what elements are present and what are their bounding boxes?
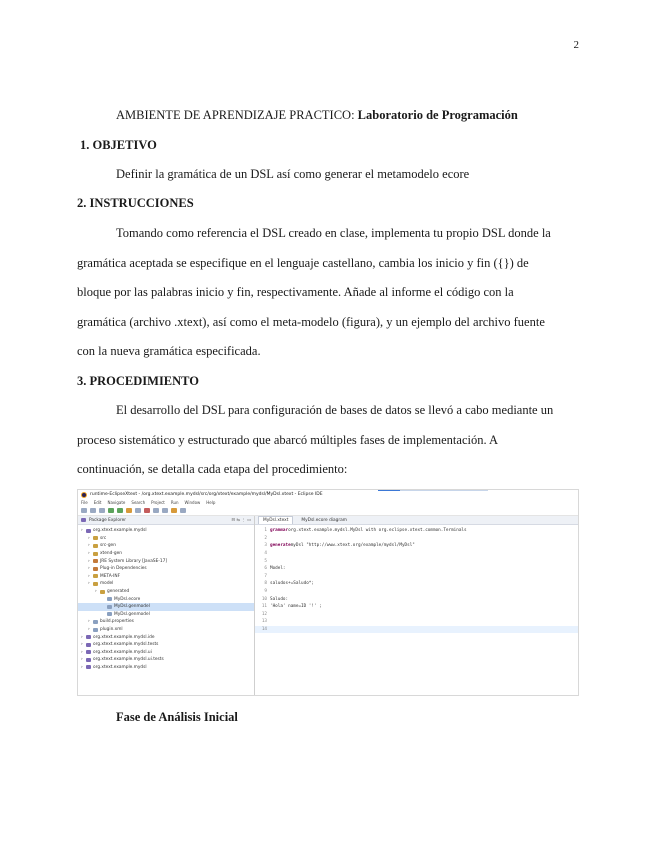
line-number: 10 [261,596,267,602]
editor-tab: MyDsl.xtext [258,516,293,524]
tree-item-label: MyDsl.ecore [114,596,141,602]
tree-item-label: generated [107,589,130,595]
chevron-right-icon: › [81,649,83,655]
line-number: 1 [264,528,267,534]
file-icon [107,612,112,616]
project-icon [86,643,91,647]
file-icon [93,628,98,632]
screenshot-menu-bar [78,499,578,506]
code-line [255,527,578,535]
line-number: 3 [264,543,267,549]
line-number: 12 [261,611,267,617]
file-icon [107,597,112,601]
tree-item-label: JRE System Library [JavaSE-17] [100,558,168,564]
line-number: 2 [264,535,267,541]
tree-item [78,618,254,626]
section2-line-4: gramática (archivo .xtext), así como el meta-modelo (figura), y un ejemplo del archivo fuente [77,315,545,329]
code-editor [255,516,578,695]
debug-icon [117,508,123,513]
code-line [255,550,578,558]
code-line [255,535,578,543]
figure-caption: Fase de Análisis Inicial [116,710,238,724]
line-number: 7 [264,573,267,579]
code-text: Model: [270,566,286,572]
package-explorer [78,516,255,695]
save-icon [90,508,96,513]
tree-item [78,535,254,543]
chevron-right-icon: › [81,528,83,534]
section3-line-3: continuación, se detalla cada etapa del procedimiento: [77,462,348,476]
tree-item-label: META-INF [100,573,121,579]
tree-item-label: org.xtext.example.mydsl.ide [93,634,155,640]
code-line [255,573,578,581]
folder-icon [93,544,98,548]
menu-item: Project [151,500,165,505]
tree-item-label: org.xtext.example.mydsl.ui.tests [93,657,164,663]
section2-line-2: gramática aceptada se especifique en el lenguaje castellano, cambia los inicio y fin ({}) de [77,256,529,270]
tree-item-label: MyDsl.genmodel [114,611,150,617]
chevron-right-icon: › [88,581,90,587]
project-icon [86,665,91,669]
section3-heading: 3. PROCEDIMIENTO [77,374,200,388]
line-number: 11 [261,604,267,610]
screenshot-title-bar [78,490,578,499]
code-keyword: grammar [270,528,289,534]
project-icon [86,658,91,662]
code-line [255,603,578,611]
page-number: 2 [573,39,579,51]
tree-item-label: org.xtext.example.mydsl.ui [93,649,152,655]
menu-item: Run [170,500,179,505]
section2-line-1: Tomando como referencia el DSL creado en clase, implementa tu propio DSL donde la [116,226,551,240]
chevron-right-icon: › [81,634,83,640]
perspective-icon [180,508,186,513]
folder-icon [93,574,98,578]
header-line [116,108,518,123]
screenshot-title: runtime-EclipseXtext - /org.xtext.example.mydsl/src/org/xtext/example/mydsl/MyDsl.xtext - Eclipse IDE [90,492,323,497]
editor-tabs [255,516,578,525]
code-text: Saludo: [270,596,289,602]
package-explorer-title: Package Explorer [89,517,127,523]
menu-item: Window [184,500,201,505]
line-number: 14 [261,627,267,633]
chevron-right-icon: › [88,573,90,579]
tree-item-label: org.xtext.example.mydsl.tests [93,642,159,648]
progress-indicator [378,490,488,491]
back-icon [153,508,159,513]
chevron-right-icon: › [88,627,90,633]
code-text: saludos+=Saludo*; [270,581,314,587]
explorer-toolbar-icons: ⊟ ⇆ ⋮ ▭ [231,517,251,523]
tree-item [78,649,254,657]
code-line [255,542,578,550]
menu-item: Edit [93,500,102,505]
tree-item-label: src [100,535,107,541]
code-line [255,588,578,596]
section1-heading: 1. OBJETIVO [80,138,157,152]
folder-icon [93,536,98,540]
print-icon [99,508,105,513]
tree-item [78,542,254,550]
code-line [255,618,578,626]
tree-item [78,580,254,588]
line-number: 5 [264,558,267,564]
jar-icon [93,559,98,563]
section3-line-1: El desarrollo del DSL para configuración de bases de datos se llevó a cabo mediante un [116,403,554,417]
tree-item [78,633,254,641]
tree-item [78,527,254,535]
tree-item [78,641,254,649]
tree-item-label: plugin.xml [100,627,123,633]
folder-icon [100,590,105,594]
forward-icon [162,508,168,513]
chevron-right-icon: › [95,589,97,595]
jar-icon [93,567,98,571]
code-text: org.xtext.example.mydsl.MyDsl with org.eclipse.xtext.common.Terminals [288,528,467,534]
section1-text: Definir la gramática de un DSL así como generar el metamodelo ecore [116,167,470,181]
chevron-right-icon: › [81,642,83,648]
code-line [255,580,578,588]
file-icon [93,620,98,624]
tree-item [78,557,254,565]
header-prefix: AMBIENTE DE APRENDIZAJE PRACTICO: [116,108,358,122]
chevron-right-icon: › [88,566,90,572]
menu-item: Search [131,500,146,505]
line-number: 6 [264,566,267,572]
line-number: 13 [261,619,267,625]
code-line [255,557,578,565]
editor-tab: MyDsl.ecore diagram [301,518,347,523]
section2-line-3: bloque por las palabras inicio y fin, respectivamente. Añade al informe el código con la [77,285,514,299]
section2-heading: 2. INSTRUCCIONES [77,196,194,210]
tree-item-label: model [100,581,114,587]
chevron-right-icon: › [88,551,90,557]
line-number: 4 [264,551,267,557]
tree-item [78,603,254,611]
header-bold: Laboratorio de Programación [357,108,518,122]
task-icon [171,508,177,513]
project-icon [86,529,91,533]
tree-item [78,664,254,672]
screenshot-toolbar [78,506,578,516]
tree-item [78,573,254,581]
project-icon [86,650,91,654]
code-line [255,611,578,619]
tree-item [78,626,254,634]
stop-icon [144,508,150,513]
chevron-right-icon: › [88,535,90,541]
tree-item-label: org.xtext.example.mydsl [93,664,147,670]
package-explorer-icon [81,518,86,522]
tree-item-label: build.properties [100,619,134,625]
menu-item: Navigate [107,500,126,505]
chevron-right-icon: › [88,619,90,625]
chevron-right-icon: › [81,657,83,663]
tree-item [78,611,254,619]
tree-item [78,550,254,558]
code-area [255,525,578,633]
chevron-right-icon: › [81,664,83,670]
line-number: 8 [264,581,267,587]
code-line [255,626,578,634]
tree-item-label: org.xtext.example.mydsl [93,528,147,534]
eclipse-screenshot [77,489,579,696]
file-icon [107,605,112,609]
project-tree [78,525,254,671]
code-keyword: generate [270,543,291,549]
line-number: 9 [264,589,267,595]
menu-item: Help [206,500,216,505]
chevron-right-icon: › [88,558,90,564]
code-line [255,595,578,603]
search-icon [135,508,141,513]
chevron-right-icon: › [88,543,90,549]
menu-item: File [81,500,88,505]
code-line [255,565,578,573]
tree-item [78,595,254,603]
tree-item-label: Plug-in Dependencies [100,566,147,572]
eclipse-logo-icon [81,492,87,498]
tree-item [78,656,254,664]
folder-icon [93,552,98,556]
tree-item-label: MyDsl.genmodel [114,604,150,610]
project-icon [86,635,91,639]
tree-item-label: xtend-gen [100,551,122,557]
build-icon [126,508,132,513]
section3-line-2: proceso sistemático y estructurado que abarcó múltiples fases de implementación. A [77,433,499,447]
code-text: myDsl "http://www.xtext.org/example/mydsl/MyDsl" [290,543,415,549]
tree-item [78,588,254,596]
section2-line-5: con la nueva gramática especificada. [77,344,261,358]
new-icon [81,508,87,513]
run-icon [108,508,114,513]
code-text: 'Hola' name=ID '!' ; [270,604,322,610]
tree-item [78,565,254,573]
tree-item-label: src-gen [100,543,116,549]
folder-icon [93,582,98,586]
